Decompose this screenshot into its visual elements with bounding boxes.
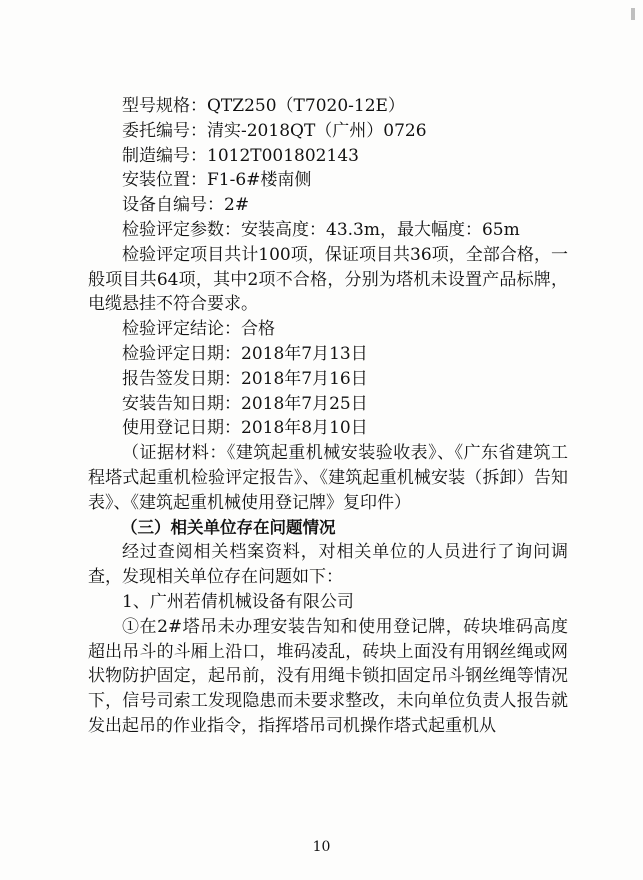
installation-notice-date-line: 安装告知日期：2018年7月25日 [122, 393, 368, 414]
section-heading: （三）相关单位存在问题情况 [121, 517, 336, 537]
report-issue-date-line: 报告签发日期：2018年7月16日 [122, 368, 368, 389]
model-spec-line: 型号规格：QTZ250（T7020-12E） [122, 96, 405, 116]
issue-paragraph: ①在2#塔吊未办理安装告知和使用登记牌，砖块堆码高度超出吊斗的斗厢上沿口，堆码凌乱，砖块上面没有用钢丝绳或网状物防护固定，起吊前，没有用绳卡锁扣固定吊斗钢丝绳等情况下，信号司索工发现隐患而未要求整改，未向单位负责人报告就发出起吊的作业指令，指挥塔吊司机操作塔式起重机从 [88, 616, 568, 736]
scan-mark [631, 8, 635, 20]
page-number: 10 [312, 839, 331, 856]
document-content [88, 94, 568, 739]
inspection-conclusion-line: 检验评定结论：合格 [122, 319, 275, 340]
inspection-parameters-line: 检验评定参数：安装高度：43.3m，最大幅度：65m [122, 219, 520, 240]
inspection-items-paragraph: 检验评定项目共计100项，保证项目共36项，全部合格，一般项目共64项，其中2项不合格，分别为塔机未设置产品标牌，电缆悬挂不符合要求。 [88, 244, 568, 315]
inspection-date-line: 检验评定日期：2018年7月13日 [122, 343, 368, 364]
usage-registration-date-line: 使用登记日期：2018年8月10日 [122, 418, 368, 439]
manufacture-number-line: 制造编号：1012T001802143 [122, 145, 359, 166]
equipment-number-line: 设备自编号：2# [122, 195, 250, 216]
investigation-summary-paragraph: 经过查阅相关档案资料，对相关单位的人员进行了询问调查，发现相关单位存在问题如下： [88, 542, 568, 588]
install-location-line: 安装位置：F1-6#楼南侧 [122, 170, 312, 191]
evidence-materials: （证据材料：《建筑起重机械安装验收表》、《广东省建筑工程塔式起重机检验评定报告》、《建筑起重机械安装（拆卸）告知表》、《建筑起重机械使用登记牌》复印件） [88, 443, 568, 513]
commission-number-line: 委托编号：清实-2018QT（广州）0726 [122, 120, 427, 141]
company-heading: 1、广州若倩机械设备有限公司 [122, 591, 354, 612]
